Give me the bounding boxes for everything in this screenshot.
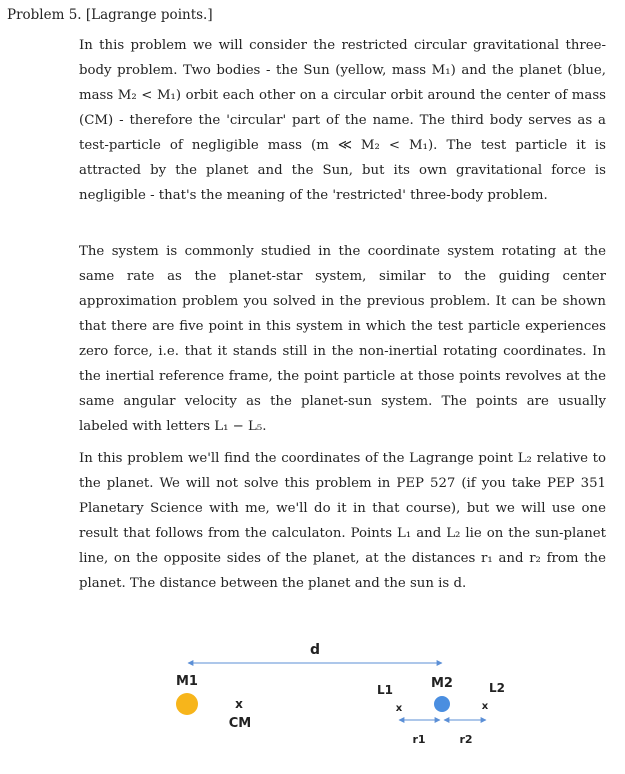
m2-label: M2	[431, 676, 453, 691]
problem-heading: Problem 5. [Lagrange points.]	[7, 7, 213, 23]
l2-marker: x	[481, 701, 489, 712]
sun-circle	[176, 693, 198, 715]
r1-label: r1	[412, 733, 426, 746]
cm-marker: x	[235, 697, 243, 711]
r2-label: r2	[459, 733, 473, 746]
lagrange-diagram	[0, 630, 625, 774]
l2-label: L2	[489, 681, 505, 695]
planet-circle	[434, 696, 450, 712]
d-label: d	[309, 642, 321, 658]
l1-label: L1	[377, 683, 393, 697]
paragraph-intro: In this problem we will consider the restricted circular gravitational three-body problem. Two bodies - the Sun (yellow, mass M₁) and the planet (blue, mass M₂ < M₁) orbit each other on a circular orbit around the center of mass (CM) - therefore the 'circular' part of the name. The third body serves as a test-particle of negligible mass (m ≪ M₂ < M₁). The test particle it is attracted by the planet and the Sun, but its own gravitational force is negligible - that's the meaning of the 'restricted' three-body problem.	[79, 38, 606, 203]
m1-label: M1	[176, 674, 198, 689]
cm-label: CM	[228, 716, 252, 731]
paragraph-l2-task: In this problem we'll find the coordinates of the Lagrange point L₂ relative to the planet. We will not solve this problem in PEP 527 (if you take PEP 351 Planetary Science with me, we'll do it in that course), but we will use one result that follows from the calculaton. Points L₁ and L₂ lie on the sun-planet line, on the opposite sides of the planet, at the distances r₁ and r₂ from the planet. The distance between the planet and the sun is d.	[79, 451, 606, 591]
l1-marker: x	[395, 703, 403, 714]
paragraph-rotating-frame: The system is commonly studied in the coordinate system rotating at the same rate as the planet-star system, similar to the guiding center approximation problem you solved in the previous problem. It can be shown that there are five point in this system in which the test particle experiences zero force, i.e. that it stands still in the non-inertial rotating coordinates. In the inertial reference frame, the point particle at those points revolves at the same angular velocity as the planet-sun system. The points are usually labeled with letters L₁ − L₅.	[79, 244, 606, 434]
